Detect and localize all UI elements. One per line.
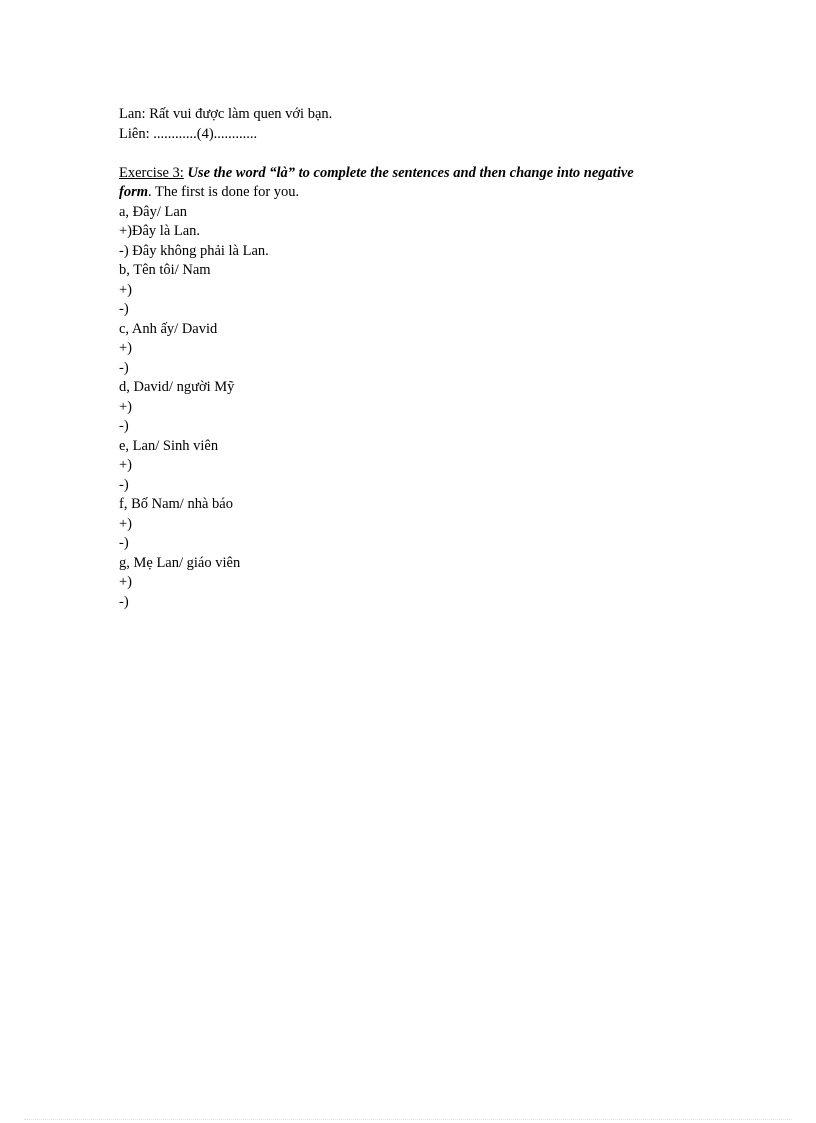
exercise-item-d — [119, 378, 719, 437]
exercise-item-g — [119, 554, 719, 613]
item-negative: -) — [119, 359, 129, 376]
item-negative: -) — [119, 418, 129, 434]
speaker-label: Lan: — [119, 106, 146, 122]
dialogue-text: Rất vui được làm quen với bạn. — [149, 106, 333, 122]
item-prompt: c, Anh ấy/ David — [119, 320, 218, 337]
dialogue-line-lien — [119, 125, 719, 145]
item-negative: -) — [119, 593, 129, 610]
item-positive: +) — [119, 281, 133, 298]
item-negative: -) Đây không phải là Lan. — [119, 242, 269, 259]
item-positive: +) — [119, 457, 133, 473]
speaker-label: Liên: — [119, 125, 150, 142]
exercise-instruction: Use the word “là” to complete the sentences and then change into negative — [187, 164, 634, 181]
exercise-instruction-cont — [119, 183, 719, 203]
item-positive: +) — [119, 574, 133, 590]
spacer — [119, 144, 719, 164]
dialogue-text: ............(4)............ — [153, 125, 258, 142]
item-prompt: g, Mẹ Lan/ giáo viên — [119, 554, 241, 571]
exercise-title: Exercise 3: — [119, 164, 184, 181]
exercise-instruction-end: form — [119, 184, 148, 200]
item-negative: -) — [119, 535, 129, 551]
exercise-item-b — [119, 261, 719, 320]
exercise-item-e — [119, 437, 719, 496]
item-positive: +) — [119, 340, 133, 356]
exercise-note: . The first is done for you. — [148, 184, 300, 200]
exercise-heading — [119, 164, 719, 184]
item-prompt: b, Tên tôi/ Nam — [119, 262, 211, 278]
item-prompt: f, Bố Nam/ nhà báo — [119, 496, 233, 512]
item-positive: +)Đây là Lan. — [119, 223, 201, 239]
item-negative: -) — [119, 476, 129, 493]
item-prompt: d, David/ người Mỹ — [119, 379, 235, 395]
exercise-item-c — [119, 320, 719, 379]
exercise-item-a — [119, 203, 719, 262]
item-prompt: a, Đây/ Lan — [119, 203, 188, 220]
item-prompt: e, Lan/ Sinh viên — [119, 437, 219, 454]
exercise-item-f — [119, 495, 719, 554]
dialogue-line-lan — [119, 105, 719, 125]
page-bottom-edge — [24, 1119, 792, 1120]
item-positive: +) — [119, 398, 133, 415]
item-negative: -) — [119, 301, 129, 317]
item-positive: +) — [119, 515, 133, 532]
document-content — [119, 105, 719, 612]
